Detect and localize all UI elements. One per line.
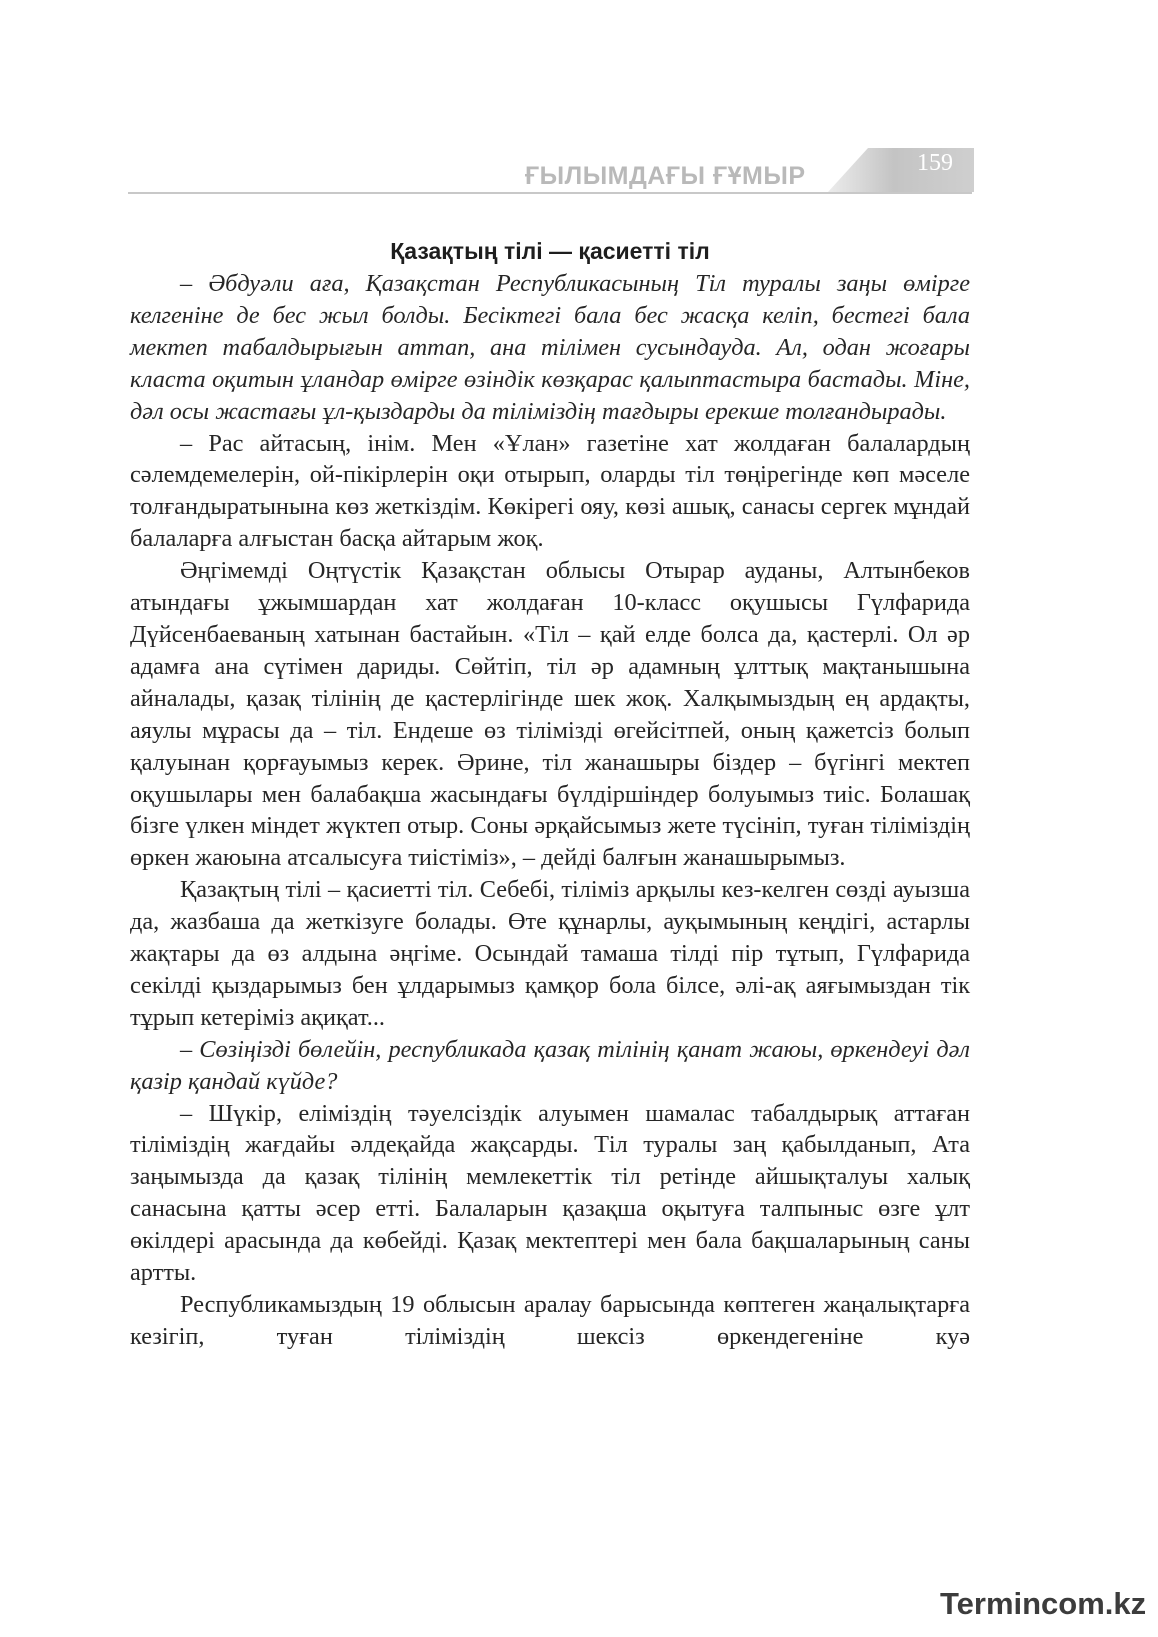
header-rule xyxy=(128,192,972,194)
paragraph-question-1: – Әбдуәли аға, Қазақстан Республикасының Тіл туралы заңы өмірге келгеніне де бес жыл болды. Бесіктегі бала бес жасқа келіп, бестегі бала мектеп табалдырығын аттап, ана тілімен сусындауда. Ал, одан жоғары класта оқитын ұландар өмірге өзіндік көзқарас қалыптастыра бастады. Міне, дәл осы жастағы ұл-қыздарды да тіліміздің тағдыры ерекше толғандырады. xyxy=(130,270,970,425)
page-number: 159 xyxy=(917,150,953,176)
paragraph-answer-1: – Рас айтасың, інім. Мен «Ұлан» газетіне хат жолдаған балалардың сәлемдемелерін, ой-пікірлерін оқи отырып, оларды тіл төңірегінде көп мәселе толғандыратынына көз жеткіздім. Көкірегі ояу, көзі ашық, санасы сергек мұндай балаларға алғыстан басқа айтарым жоқ. xyxy=(130,429,970,553)
article-title: Қазақтың тілі — қасиетті тіл xyxy=(390,238,710,264)
paragraph-answer-2: – Шүкір, еліміздің тәуелсіздік алуымен шамалас табалдырық аттаған тіліміздің жағдайы әлдеқайда жақсарды. Тіл туралы заң қабылданып, Ата заңымызда да қазақ тілінің мемлекеттік тіл ретінде айшықталуы халық санасына қатты әсер етті. Балаларын қазақша оқытуға талпыныс өзге ұлт өкілдері арасында да көбейді. Қазақ мектептері мен бала бақшаларының саны артты. xyxy=(130,1099,970,1287)
site-watermark: Termincom.kz xyxy=(940,1586,1147,1621)
running-header-title: ҒЫЛЫМДАҒЫ ҒҰМЫР xyxy=(525,162,806,190)
paragraph-language-value: Қазақтың тілі – қасиетті тіл. Себебі, тіліміз арқылы кез-келген сөзді ауызша да, жазбаша да жеткізуге болады. Өте құнарлы, ауқымының кеңдігі, астарлы жақтары да өз алдына әңгіме. Осындай тамаша тілді пір тұтып, Гүлфарида секілді қыздарымыз бен ұлдарымыз қамқор бола білсе, әлі-ақ аяғымыздан тік тұрып кетеріміз ақиқат... xyxy=(130,876,970,1031)
paragraph-question-2: – Сөзіңізді бөлейін, республикада қазақ тілінің қанат жаюы, өркендеуі дәл қазір қандай күйде? xyxy=(130,1035,970,1095)
paragraph-letter-quote: Әңгімемді Оңтүстік Қазақстан облысы Отырар ауданы, Алтынбеков атындағы ұжымшардан хат жолдаған 10-класс оқушысы Гүлфарида Дүйсенбаеваның хатынан бастайын. «Тіл – қай елде болса да, қастерлі. Ол әр адамға ана сүтімен дариды. Сөйтіп, тіл әр адамның ұлттық мақтанышына айналады, қазақ тілінің де қастерлігінде шек жоқ. Халқымыздың ең ардақты, аяулы мұрасы да – тіл. Ендеше өз тілімізді өгейсітпей, оның қажетсіз болып қалуынан қорғауымыз керек. Әрине, тіл жанашыры біздер – бүгінгі мектеп оқушылары мен балабақша жасындағы бүлдіршіндер болуымыз тиіс. Болашақ бізге үлкен міндет жүктеп отыр. Соны әрқайсымыз жете түсініп, туған тіліміздің өркен жаюына атсалысуға тиістіміз», – дейді балғын жанашырымыз. xyxy=(130,557,970,872)
article xyxy=(130,236,970,1353)
paragraph-continued: Республикамыздың 19 облысын аралау барысында көптеген жаңалықтарға кезігіп, туған тіліміздің шексіз өркендегеніне куә xyxy=(130,1291,970,1350)
